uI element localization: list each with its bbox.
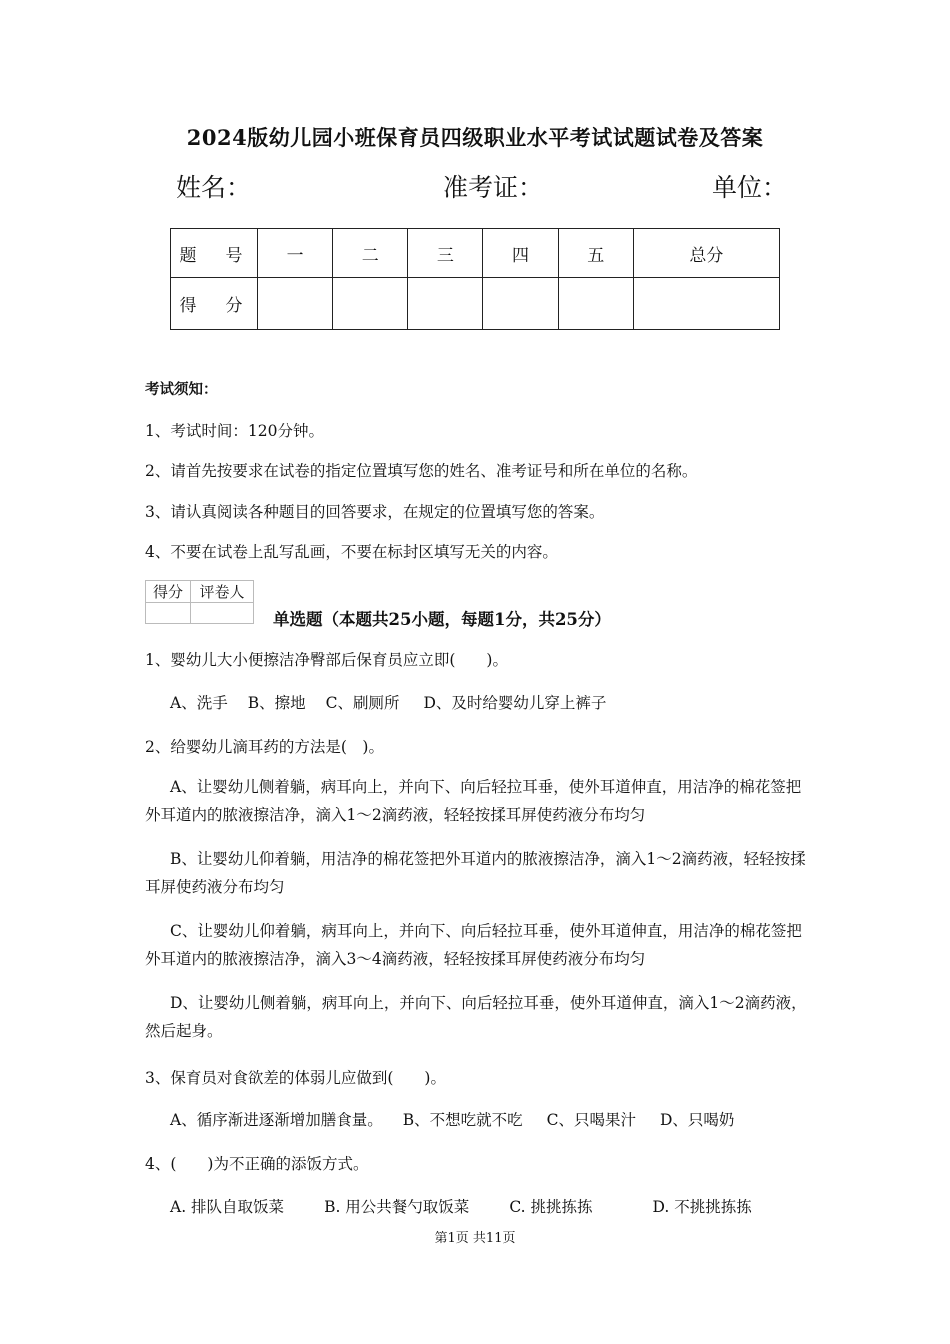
score-cell[interactable] [558, 278, 633, 330]
section-title: 单选题（本题共25小题，每题1分，共25分） [273, 610, 611, 629]
grader-score-cell[interactable] [146, 603, 191, 624]
option-c[interactable]: C、刷厕所 [325, 694, 400, 712]
notice-heading: 考试须知： [145, 381, 218, 398]
score-cell[interactable] [258, 278, 333, 330]
option-c[interactable]: C. 挑挑拣拣 [509, 1198, 593, 1216]
page-footer: 第1页 共11页 [434, 1231, 516, 1246]
score-table-header: 题 号 [171, 229, 258, 278]
score-table-header: 四 [483, 229, 558, 278]
option-a[interactable]: A. 排队自取饭菜 [170, 1198, 285, 1216]
question-stem: 3、保育员对食欲差的体弱儿应做到( )。 [145, 1069, 446, 1087]
grader-score-label: 得分 [146, 581, 191, 603]
score-table-header-row [171, 229, 780, 278]
notice-item: 2、请首先按要求在试卷的指定位置填写您的姓名、准考证号和所在单位的名称。 [145, 462, 698, 480]
score-table-score-row [171, 278, 780, 330]
option-a[interactable]: A、循序渐进逐渐增加膳食量。 [170, 1111, 383, 1129]
grader-reviewer-label: 评卷人 [191, 581, 254, 603]
question-options [170, 691, 606, 713]
option-a[interactable]: A、洗手 [170, 694, 228, 712]
unit-label: 单位： [712, 173, 788, 202]
score-table-header: 三 [408, 229, 483, 278]
notice-item: 4、不要在试卷上乱写乱画，不要在标封区填写无关的内容。 [145, 543, 558, 561]
option-c[interactable]: C、让婴幼儿仰着躺，病耳向上，并向下、向后轻拉耳垂，使外耳道伸直，用洁净的棉花签把外耳道内的脓液擦洁净，滴入3～4滴药液，轻轻按揉耳屏使药液分布均匀 [145, 922, 802, 968]
option-b[interactable]: B、让婴幼儿仰着躺，用洁净的棉花签把外耳道内的脓液擦洁净，滴入1～2滴药液，轻轻按揉耳屏使药液分布均匀 [145, 850, 806, 896]
question-options [170, 1108, 734, 1130]
option-b[interactable]: B、擦地 [247, 694, 306, 712]
score-cell[interactable] [408, 278, 483, 330]
option-b[interactable]: B、不想吃就不吃 [402, 1111, 523, 1129]
question-stem: 2、给婴幼儿滴耳药的方法是( )。 [145, 738, 384, 756]
option-a[interactable]: A、让婴幼儿侧着躺，病耳向上，并向下、向后轻拉耳垂，使外耳道伸直，用洁净的棉花签把外耳道内的脓液擦洁净，滴入1～2滴药液，轻轻按揉耳屏使药液分布均匀 [145, 778, 802, 824]
score-cell[interactable] [633, 278, 779, 330]
page-title: 2024版幼儿园小班保育员四级职业水平考试试题试卷及答案 [186, 125, 764, 150]
notice-item: 1、考试时间：120分钟。 [145, 422, 324, 440]
score-table-header: 二 [333, 229, 408, 278]
score-table-header: 一 [258, 229, 333, 278]
option-d[interactable]: D、只喝奶 [659, 1111, 735, 1129]
question-options [170, 1195, 752, 1217]
option-b[interactable]: B. 用公共餐勺取饭菜 [324, 1198, 470, 1216]
option-c[interactable]: C、只喝果汁 [546, 1111, 636, 1129]
option-d[interactable]: D、让婴幼儿侧着躺，病耳向上，并向下、向后轻拉耳垂，使外耳道伸直，滴入1～2滴药液，然后起身。 [145, 994, 807, 1040]
score-cell[interactable] [333, 278, 408, 330]
score-row-label: 得 分 [171, 278, 258, 330]
name-label: 姓名： [176, 173, 252, 202]
grader-table [145, 580, 254, 624]
score-table-header: 五 [558, 229, 633, 278]
score-table [170, 228, 780, 330]
score-cell[interactable] [483, 278, 558, 330]
score-table-header: 总分 [633, 229, 779, 278]
question-stem: 4、( )为不正确的添饭方式。 [145, 1155, 369, 1173]
question-stem: 1、婴幼儿大小便擦洁净臀部后保育员应立即( )。 [145, 651, 508, 669]
option-d[interactable]: D、及时给婴幼儿穿上裤子 [423, 694, 607, 712]
grader-reviewer-cell[interactable] [191, 603, 254, 624]
exam-number-label: 准考证： [443, 173, 544, 202]
option-d[interactable]: D. 不挑挑拣拣 [652, 1198, 752, 1216]
notice-item: 3、请认真阅读各种题目的回答要求，在规定的位置填写您的答案。 [145, 503, 605, 521]
